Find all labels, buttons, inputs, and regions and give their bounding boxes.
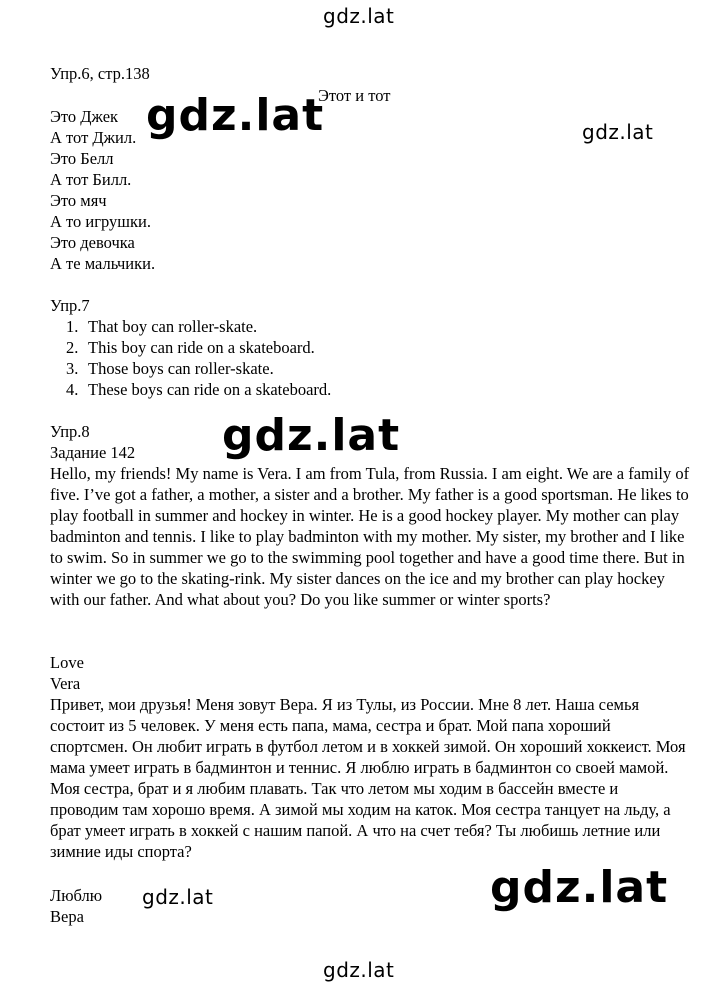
list-item <box>66 358 274 379</box>
watermark-right: gdz.lat <box>582 120 654 144</box>
ex6-line: Это Джек <box>50 107 119 126</box>
ex6-line: Это Белл <box>50 149 114 168</box>
list-item-number: 1. <box>66 317 79 336</box>
ex6-line: А тот Джил. <box>50 128 137 147</box>
list-item-number: 3. <box>66 359 79 378</box>
ex7-heading: Упр.7 <box>50 296 90 315</box>
list-item-text: This boy can ride on a skateboard. <box>88 338 315 357</box>
ex8-signature-en: Vera <box>50 674 81 693</box>
ex6-line: А тот Билл. <box>50 170 132 189</box>
ex6-line: Это девочка <box>50 233 135 252</box>
ex6-heading: Упр.6, стр.138 <box>50 64 150 83</box>
watermark-large-3: gdz.lat <box>490 862 669 913</box>
watermark-bottom-left: gdz.lat <box>142 885 214 909</box>
list-item <box>66 379 331 400</box>
ex8-russian-text: Привет, мои друзья! Меня зовут Вера. Я из Тулы, из России. Мне 8 лет. Наша семья состоит из 5 человек. У меня есть папа, мама, сестра и брат. Мой папа хороший спортсмен. Он любит играть в футбол летом и в хоккей зимой. Он хороший хоккеист. Моя мама умеет играть в бадминтон и теннис. Я люблю играть в бадминтон со своей мамой. Моя сестра, брат и я любим плавать. Так что летом мы ходим в бассейн вместе и проводим там хорошо время. А зимой мы ходим на каток. Моя сестра танцует на льду, а брат умеет играть в хоккей с нашим папой. А что на счет тебя? Ты любишь летние или зимние иды спорта? <box>50 695 686 861</box>
ex6-line: А то игрушки. <box>50 212 151 231</box>
ex8-signature-ru: Вера <box>50 907 84 926</box>
ex8-english-text: Hello, my friends! My name is Vera. I am from Tula, from Russia. I am eight. We are a family of five. I’ve got a father, a mother, a sister and a brother. My father is a good sportsman. He likes to play football in summer and hockey in winter. He is a good hockey player. My mother can play badminton and tennis. I like to play badminton with my mother. My sister, my brother and I like to swim. So in summer we go to the swimming pool together and have a good time there. But in winter we go to the skating-rink. My sister dances on the ice and my brother can play hockey with our father. And what about you? Do you like summer or winter sports? <box>50 464 690 609</box>
list-item <box>66 337 315 358</box>
ex8-heading: Упр.8 <box>50 422 90 441</box>
watermark-large-2: gdz.lat <box>222 410 401 461</box>
list-item <box>66 316 257 337</box>
list-item-number: 2. <box>66 338 79 357</box>
ex6-line: А те мальчики. <box>50 254 156 273</box>
ex6-title: Этот и тот <box>318 86 391 105</box>
list-item-text: That boy can roller-skate. <box>88 317 258 336</box>
ex8-task: Задание 142 <box>50 443 136 462</box>
watermark-bottom: gdz.lat <box>323 958 395 982</box>
ex8-closing-ru: Люблю <box>50 886 103 905</box>
ex6-line: Это мяч <box>50 191 107 210</box>
list-item-number: 4. <box>66 380 79 399</box>
watermark-top: gdz.lat <box>323 4 395 28</box>
list-item-text: Those boys can roller-skate. <box>88 359 274 378</box>
ex8-closing-en: Love <box>50 653 84 672</box>
list-item-text: These boys can ride on a skateboard. <box>88 380 332 399</box>
watermark-large-1: gdz.lat <box>146 90 325 141</box>
